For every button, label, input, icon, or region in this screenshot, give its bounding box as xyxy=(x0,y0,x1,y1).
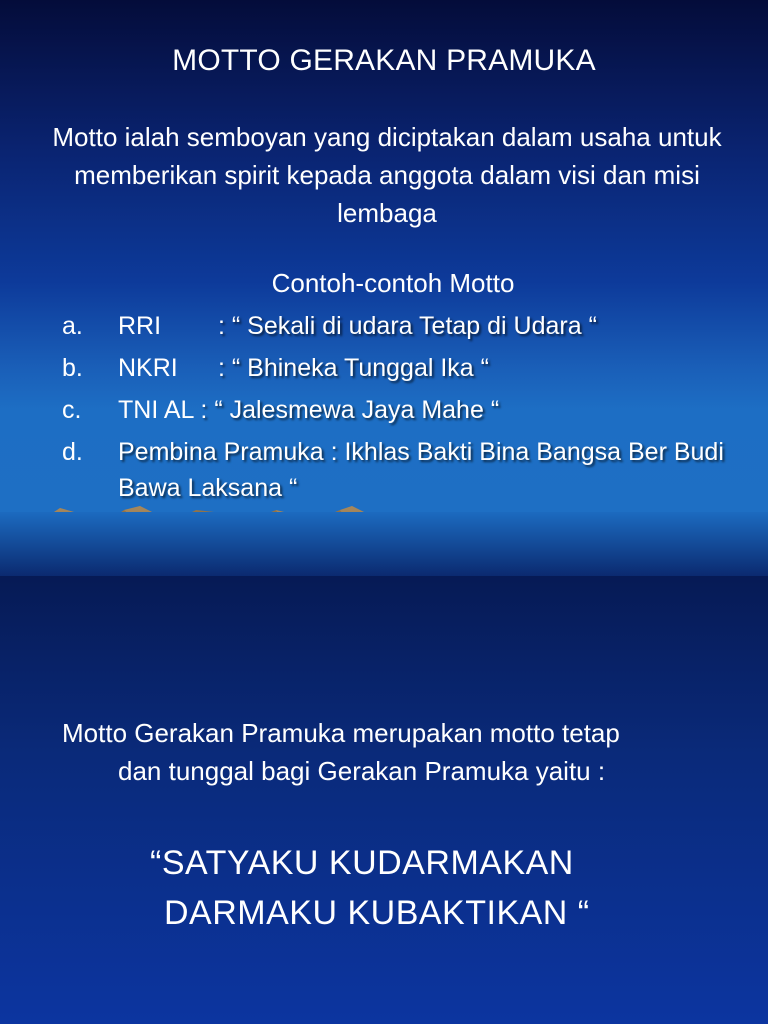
closing-paragraph xyxy=(62,714,742,790)
motto-text: Pembina Pramuka : Ikhlas Bakti Bina Bangsa Ber Budi Bawa Laksana “ xyxy=(118,438,724,502)
motto-list xyxy=(62,308,742,512)
list-item xyxy=(62,350,742,386)
slide-gap xyxy=(0,512,768,576)
list-item xyxy=(62,434,742,506)
motto-text: : “ Jalesmewa Jaya Mahe “ xyxy=(200,396,500,424)
list-item xyxy=(62,392,742,428)
motto-organization: RRI xyxy=(118,312,162,340)
quote-line-2: DARMAKU KUBAKTIKAN “ xyxy=(164,894,590,932)
examples-heading: Contoh-contoh Motto xyxy=(271,268,515,298)
closing-line-1: Motto Gerakan Pramuka merupakan motto tetap xyxy=(62,718,620,748)
closing-line-2: dan tunggal bagi Gerakan Pramuka yaitu : xyxy=(118,756,606,786)
motto-text: : “ Bhineka Tunggal Ika “ xyxy=(218,354,489,382)
quote-line-1: “SATYAKU KUDARMAKAN xyxy=(150,844,574,882)
intro-paragraph: Motto ialah semboyan yang diciptakan dalam usaha untuk memberikan spirit kepada anggota dalam visi dan misi lembaga xyxy=(52,122,722,228)
list-letter: a. xyxy=(62,312,83,340)
slide-title: MOTTO GERAKAN PRAMUKA xyxy=(172,44,596,77)
list-item xyxy=(62,308,742,344)
list-letter: c. xyxy=(62,396,82,424)
motto-organization: NKRI xyxy=(118,354,178,382)
motto-organization: TNI AL xyxy=(118,396,195,424)
motto-text: : “ Sekali di udara Tetap di Udara “ xyxy=(218,312,597,340)
slide-2 xyxy=(0,576,768,1024)
list-letter: b. xyxy=(62,354,83,382)
list-letter: d. xyxy=(62,438,83,466)
pramuka-motto-quote xyxy=(150,838,710,938)
